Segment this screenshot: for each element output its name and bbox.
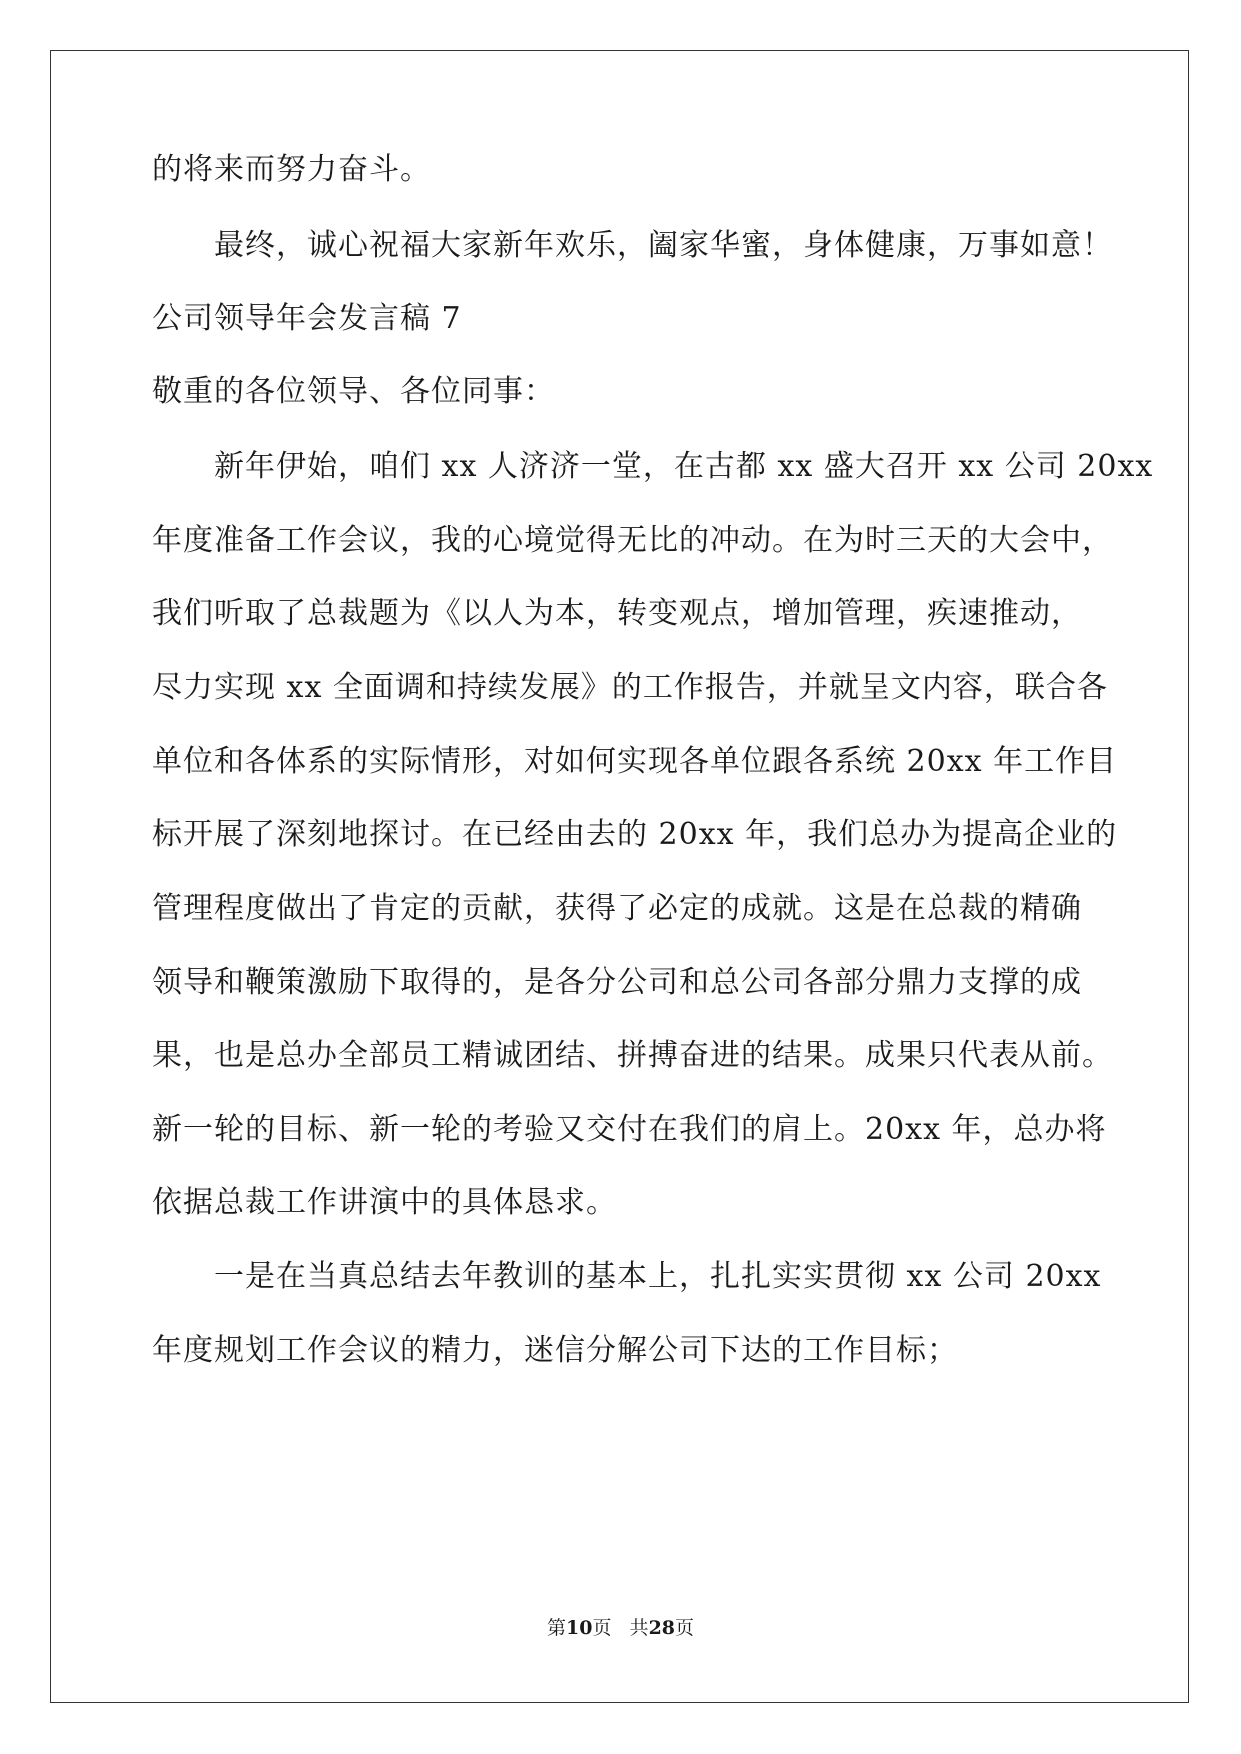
text-line: 领导和鞭策激励下取得的，是各分公司和总公司各部分鼎力支撑的成 <box>152 965 1082 1000</box>
footer-prefix: 第 <box>546 1617 566 1639</box>
text-line: 新一轮的目标、新一轮的考验又交付在我们的肩上。20xx 年，总办将 <box>152 1112 1107 1147</box>
page-border <box>50 50 1189 1703</box>
text-line: 新年伊始，咱们 xx 人济济一堂，在古都 xx 盛大召开 xx 公司 20xx <box>214 449 1154 484</box>
text-line: 单位和各体系的实际情形，对如何实现各单位跟各系统 20xx 年工作目 <box>152 744 1118 779</box>
total-page-number: 28 <box>648 1617 676 1639</box>
text-line: 最终，诚心祝福大家新年欢乐，阖家华蜜，身体健康，万事如意！ <box>214 228 1113 263</box>
page-footer <box>0 1616 1241 1640</box>
text-line: 一是在当真总结去年教训的基本上，扎扎实实贯彻 xx 公司 20xx <box>214 1259 1102 1294</box>
text-line: 我们听取了总裁题为《以人为本，转变观点，增加管理，疾速推动， <box>152 596 1082 631</box>
text-line: 的将来而努力奋斗。 <box>152 152 431 187</box>
text-line: 尽力实现 xx 全面调和持续发展》的工作报告，并就呈文内容，联合各 <box>152 670 1108 705</box>
text-line: 依据总裁工作讲演中的具体恳求。 <box>152 1185 617 1220</box>
text-line: 标开展了深刻地探讨。在已经由去的 20xx 年，我们总办为提高企业的 <box>152 817 1118 852</box>
footer-suffix: 页 <box>675 1617 695 1639</box>
text-line: 年度准备工作会议，我的心境觉得无比的冲动。在为时三天的大会中， <box>152 523 1113 558</box>
footer-middle: 页 共 <box>592 1617 649 1639</box>
text-line: 果，也是总办全部员工精诚团结、拼搏奋进的结果。成果只代表从前。 <box>152 1038 1113 1073</box>
text-line: 年度规划工作会议的精力，迷信分解公司下达的工作目标； <box>152 1333 958 1368</box>
section-heading: 公司领导年会发言稿 7 <box>152 301 462 336</box>
salutation: 敬重的各位领导、各位同事： <box>152 374 555 409</box>
current-page-number: 10 <box>565 1617 593 1639</box>
text-line: 管理程度做出了肯定的贡献，获得了必定的成就。这是在总裁的精确 <box>152 891 1082 926</box>
